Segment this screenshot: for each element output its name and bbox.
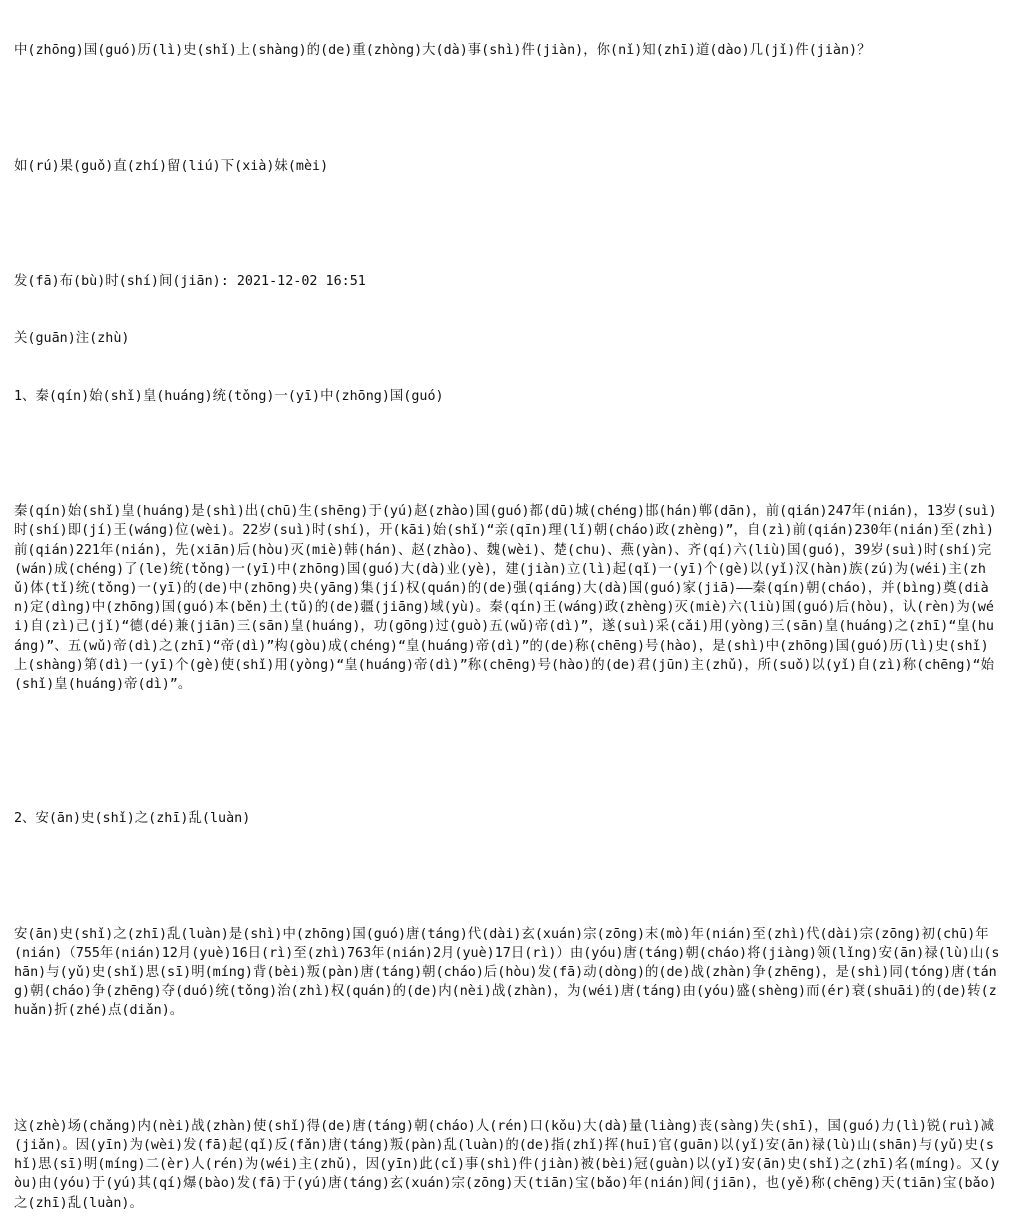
publish-time: 发(fā)布(bù)时(shí)间(jiān): 2021-12-02 16:51 bbox=[14, 273, 366, 289]
question-title: 中(zhōng)国(guó)历(lì)史(shǐ)上(shàng)的(de)重(zhòng)大(dà)事(shì)件(jiàn)，你(nǐ)知(zhī)道(dào)几(jǐ)件(jiàn)？ bbox=[14, 43, 871, 59]
article-page bbox=[14, 3, 1000, 1232]
spacer bbox=[14, 733, 1000, 771]
spacer bbox=[14, 867, 1000, 886]
spacer bbox=[14, 445, 1000, 464]
section-heading-1: 1、秦(qín)始(shǐ)皇(huáng)统(tǒng)一(yī)中(zhōng)国(guó) bbox=[14, 389, 444, 405]
section-2-paragraph-2: 这(zhè)场(chǎng)内(nèi)战(zhàn)使(shǐ)得(de)唐(táng)朝(cháo)人(rén)口(kǒu)大(dà)量(liàng)丧(sàng)失(shī)，国(guó)力(lì)锐(ruì)减(jiǎn)。因(yīn)为(wèi)发(fā)起(qǐ)反(fǎn)唐(táng)叛(pàn)乱(luàn)的(de)指(zhǐ)挥(huī)官(guān)以(yǐ)安(ān)禄(lù)山(shān)与(yǔ)史(shǐ)思(sī)明(míng)二(èr)人(rén)为(wéi)主(zhǔ)，因(yīn)此(cǐ)事(shì)件(jiàn)被(bèi)冠(guàn)以(yǐ)安(ān)史(shǐ)之(zhī)名(míng)。又(yòu)由(yóu)于(yú)其(qí)爆(bào)发(fā)于(yú)唐(táng)玄(xuán)宗(zōng)天(tiān)宝(bǎo)年(nián)间(jiān)，也(yě)称(chēng)天(tiān)宝(bǎo)之(zhī)乱(luàn)。 bbox=[14, 1118, 1000, 1211]
follow-link[interactable]: 关(guān)注(zhù) bbox=[14, 331, 130, 347]
section-heading-2: 2、安(ān)史(shǐ)之(zhī)乱(luàn) bbox=[14, 811, 251, 827]
section-2-paragraph-1: 安(ān)史(shǐ)之(zhī)乱(luàn)是(shì)中(zhōng)国(guó)唐(táng)代(dài)玄(xuán)宗(zōng)末(mò)年(nián)至(zhì)代(dài)宗(zōng)初(chū)年(nián)（755年(nián)12月(yuè)16日(rì)至(zhì)763年(nián)2月(yuè)17日(rì)）由(yóu)唐(táng)朝(cháo)将(jiàng)领(lǐng)安(ān)禄(lù)山(shān)与(yǔ)史(shǐ)思(sī)明(míng)背(bèi)叛(pàn)唐(táng)朝(cháo)后(hòu)发(fā)动(dòng)的(de)战(zhàn)争(zhēng)，是(shì)同(tóng)唐(táng)朝(cháo)争(zhēng)夺(duó)统(tǒng)治(zhì)权(quán)的(de)内(nèi)战(zhàn)，为(wéi)唐(táng)由(yóu)盛(shèng)而(ér)衰(shuāi)的(de)转(zhuǎn)折(zhé)点(diǎn)。 bbox=[14, 926, 1000, 1019]
intro-text: 如(rú)果(guǒ)直(zhí)留(liú)下(xià)妹(mèi) bbox=[14, 158, 329, 174]
spacer bbox=[14, 99, 1000, 118]
section-1-paragraph-1: 秦(qín)始(shǐ)皇(huáng)是(shì)出(chū)生(shēng)于(yú)赵(zhào)国(guó)都(dū)城(chéng)邯(hán)郸(dān)，前(qián)247年(nián)，13岁(suì)时(shí)即(jí)王(wáng)位(wèi)。22岁(suì)时(shí)，开(kāi)始(shǐ)“亲(qīn)理(lǐ)朝(cháo)政(zhèng)”，自(zì)前(qián)230年(nián)至(zhì)前(qián)221年(nián)，先(xiān)后(hòu)灭(miè)韩(hán)、赵(zhào)、魏(wèi)、楚(chu)、燕(yàn)、齐(qí)六(liù)国(guó)，39岁(suì)时(shí)完(wán)成(chéng)了(le)统(tǒng)一(yī)中(zhōng)国(guó)大(dà)业(yè)，建(jiàn)立(lì)起(qǐ)一(yī)个(gè)以(yǐ)汉(hàn)族(zú)为(wéi)主(zhǔ)体(tǐ)统(tǒng)一(yī)的(de)中(zhōng)央(yāng)集(jí)权(quán)的(de)强(qiáng)大(dà)国(guó)家(jiā)——秦(qín)朝(cháo)，并(bìng)奠(diàn)定(dìng)中(zhōng)国(guó)本(běn)土(tǔ)的(de)疆(jiāng)域(yù)。秦(qín)王(wáng)政(zhèng)灭(miè)六(liù)国(guó)后(hòu)，认(rèn)为(wéi)自(zì)己(jǐ)“德(dé)兼(jiān)三(sān)皇(huáng)，功(gōng)过(guò)五(wǔ)帝(dì)”，遂(suì)采(cǎi)用(yòng)三(sān)皇(huáng)之(zhī)“皇(huáng)”、五(wǔ)帝(dì)之(zhī)“帝(dì)”构(gòu)成(chéng)“皇(huáng)帝(dì)”的(de)称(chēng)号(hào)，是(shì)中(zhōng)国(guó)历(lì)史(shǐ)上(shàng)第(dì)一(yī)个(gè)使(shǐ)用(yòng)“皇(huáng)帝(dì)”称(chēng)号(hào)的(de)君(jūn)主(zhǔ)，所(suǒ)以(yǐ)自(zì)称(chēng)“始(shǐ)皇(huáng)帝(dì)”。 bbox=[14, 504, 997, 693]
spacer bbox=[14, 214, 1000, 233]
spacer bbox=[14, 1059, 1000, 1078]
